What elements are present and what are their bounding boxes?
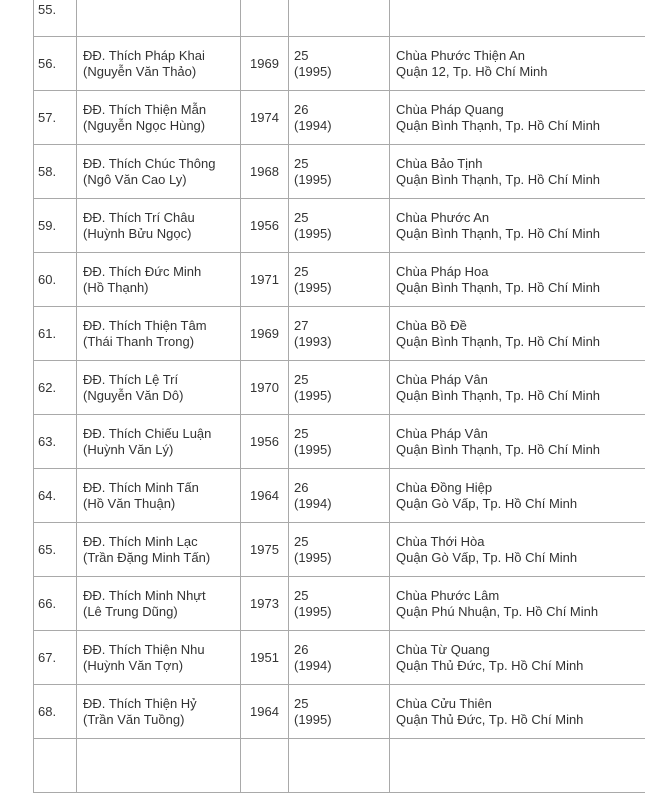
temple-cell (390, 37, 645, 91)
age-cell (289, 0, 390, 37)
table-container (33, 0, 645, 793)
ordination-year: (1995) (294, 172, 383, 188)
name-cell (77, 37, 241, 91)
temple-location: Quận Bình Thạnh, Tp. Hồ Chí Minh (396, 118, 645, 134)
age-value: 25 (294, 210, 383, 226)
temple-cell (390, 739, 645, 793)
age-cell (289, 361, 390, 415)
birth-year: 1969 (243, 326, 286, 342)
age-value: 27 (294, 318, 383, 334)
birth-year: 1973 (243, 596, 286, 612)
temple-cell (390, 415, 645, 469)
name-cell (77, 145, 241, 199)
row-number-cell (34, 361, 77, 415)
ordination-year: (1995) (294, 388, 383, 404)
age-cell (289, 577, 390, 631)
birth-year-cell (241, 0, 289, 37)
name-cell (77, 361, 241, 415)
age-cell (289, 631, 390, 685)
temple-cell (390, 199, 645, 253)
age-value: 25 (294, 426, 383, 442)
row-number: 58. (38, 164, 70, 180)
name-cell (77, 523, 241, 577)
table-row (34, 91, 645, 145)
age-cell (289, 37, 390, 91)
row-number: 56. (38, 56, 70, 72)
ordination-year: (1994) (294, 658, 383, 674)
birth-year: 1970 (243, 380, 286, 396)
row-number-cell (34, 307, 77, 361)
birth-year-cell (241, 37, 289, 91)
name-cell (77, 199, 241, 253)
birth-year: 1975 (243, 542, 286, 558)
row-number: 67. (38, 650, 70, 666)
age-cell (289, 469, 390, 523)
table-row (34, 0, 645, 37)
lay-name: (Hồ Thạnh) (83, 280, 234, 296)
age-cell (289, 199, 390, 253)
table-row (34, 37, 645, 91)
birth-year: 1956 (243, 434, 286, 450)
birth-year: 1964 (243, 488, 286, 504)
temple-name: Chùa Phước An (396, 210, 645, 226)
row-number: 68. (38, 704, 70, 720)
birth-year-cell (241, 361, 289, 415)
row-number: 65. (38, 542, 70, 558)
lay-name: (Thái Thanh Trong) (83, 334, 234, 350)
temple-location: Quận Bình Thạnh, Tp. Hồ Chí Minh (396, 442, 645, 458)
lay-name: (Huỳnh Văn Lý) (83, 442, 234, 458)
dharma-name: ĐĐ. Thích Đức Minh (83, 264, 234, 280)
table-row (34, 631, 645, 685)
lay-name: (Ngô Văn Cao Ly) (83, 172, 234, 188)
age-cell (289, 739, 390, 793)
dharma-name: ĐĐ. Thích Thiện Tâm (83, 318, 234, 334)
birth-year: 1971 (243, 272, 286, 288)
birth-year-cell (241, 523, 289, 577)
ordination-year: (1995) (294, 712, 383, 728)
table-row (34, 577, 645, 631)
row-number: 66. (38, 596, 70, 612)
age-cell (289, 307, 390, 361)
table-row (34, 253, 645, 307)
age-cell (289, 685, 390, 739)
temple-name: Chùa Từ Quang (396, 642, 645, 658)
temple-cell (390, 469, 645, 523)
temple-location: Quận Thủ Đức, Tp. Hồ Chí Minh (396, 658, 645, 674)
row-number-cell (34, 145, 77, 199)
temple-cell (390, 523, 645, 577)
age-value: 25 (294, 534, 383, 550)
age-value: 25 (294, 48, 383, 64)
row-number-cell (34, 0, 77, 37)
temple-name: Chùa Thới Hòa (396, 534, 645, 550)
row-number-cell (34, 577, 77, 631)
lay-name: (Huỳnh Văn Tợn) (83, 658, 234, 674)
row-number-cell (34, 739, 77, 793)
row-number-cell (34, 631, 77, 685)
ordination-year: (1995) (294, 604, 383, 620)
dharma-name: ĐĐ. Thích Minh Lạc (83, 534, 234, 550)
temple-cell (390, 631, 645, 685)
temple-name: Chùa Pháp Hoa (396, 264, 645, 280)
table-row (34, 361, 645, 415)
dharma-name: ĐĐ. Thích Chiếu Luận (83, 426, 234, 442)
temple-location: Quận Gò Vấp, Tp. Hồ Chí Minh (396, 550, 645, 566)
temple-location: Quận Phú Nhuận, Tp. Hồ Chí Minh (396, 604, 645, 620)
age-cell (289, 253, 390, 307)
row-number: 63. (38, 434, 70, 450)
age-value: 25 (294, 588, 383, 604)
temple-name: Chùa Bồ Đề (396, 318, 645, 334)
birth-year-cell (241, 145, 289, 199)
lay-name: (Trần Đặng Minh Tấn) (83, 550, 234, 566)
temple-name: Chùa Pháp Vân (396, 426, 645, 442)
ordination-year: (1995) (294, 226, 383, 242)
temple-name: Chùa Phước Thiện An (396, 48, 645, 64)
ordination-year: (1995) (294, 280, 383, 296)
dharma-name: ĐĐ. Thích Thiện Hỷ (83, 696, 234, 712)
row-number-cell (34, 253, 77, 307)
name-cell (77, 739, 241, 793)
name-cell (77, 307, 241, 361)
name-cell (77, 685, 241, 739)
temple-location: Quận Bình Thạnh, Tp. Hồ Chí Minh (396, 388, 645, 404)
birth-year-cell (241, 415, 289, 469)
temple-name: Chùa Cửu Thiên (396, 696, 645, 712)
table-row (34, 307, 645, 361)
temple-location: Quận Bình Thạnh, Tp. Hồ Chí Minh (396, 172, 645, 188)
dharma-name: ĐĐ. Thích Thiện Nhu (83, 642, 234, 658)
table-row (34, 145, 645, 199)
temple-cell (390, 307, 645, 361)
table-body (34, 0, 645, 793)
age-cell (289, 523, 390, 577)
temple-location: Quận Bình Thạnh, Tp. Hồ Chí Minh (396, 280, 645, 296)
dharma-name: ĐĐ. Thích Pháp Khai (83, 48, 234, 64)
birth-year-cell (241, 631, 289, 685)
name-cell (77, 0, 241, 37)
row-number: 61. (38, 326, 70, 342)
age-value: 25 (294, 264, 383, 280)
row-number-cell (34, 415, 77, 469)
temple-cell (390, 0, 645, 37)
temple-location: Quận 12, Tp. Hồ Chí Minh (396, 64, 645, 80)
temple-name: Chùa Đồng Hiệp (396, 480, 645, 496)
temple-location: Quận Bình Thạnh, Tp. Hồ Chí Minh (396, 334, 645, 350)
lay-name: (Hồ Văn Thuận) (83, 496, 234, 512)
temple-name: Chùa Pháp Quang (396, 102, 645, 118)
birth-year-cell (241, 199, 289, 253)
age-cell (289, 415, 390, 469)
age-value: 25 (294, 696, 383, 712)
name-cell (77, 91, 241, 145)
lay-name: (Lê Trung Dũng) (83, 604, 234, 620)
name-cell (77, 469, 241, 523)
table-row (34, 469, 645, 523)
lay-name: (Nguyễn Văn Dô) (83, 388, 234, 404)
ordination-year: (1995) (294, 550, 383, 566)
temple-cell (390, 685, 645, 739)
row-number-cell (34, 469, 77, 523)
table-row (34, 415, 645, 469)
row-number-cell (34, 37, 77, 91)
table-row (34, 685, 645, 739)
ordination-year: (1993) (294, 334, 383, 350)
temple-name: Chùa Bảo Tịnh (396, 156, 645, 172)
lay-name: (Nguyễn Ngọc Hùng) (83, 118, 234, 134)
temple-name: Chùa Pháp Vân (396, 372, 645, 388)
lay-name: (Trần Văn Tuồng) (83, 712, 234, 728)
age-value: 26 (294, 102, 383, 118)
lay-name: (Nguyễn Văn Thảo) (83, 64, 234, 80)
table-row (34, 739, 645, 793)
temple-location: Quận Bình Thạnh, Tp. Hồ Chí Minh (396, 226, 645, 242)
ordination-year: (1994) (294, 496, 383, 512)
name-cell (77, 253, 241, 307)
row-number-cell (34, 523, 77, 577)
age-cell (289, 91, 390, 145)
temple-cell (390, 577, 645, 631)
table-row (34, 199, 645, 253)
age-value: 26 (294, 480, 383, 496)
row-number: 59. (38, 218, 70, 234)
birth-year: 1974 (243, 110, 286, 126)
ordination-year: (1994) (294, 118, 383, 134)
dharma-name: ĐĐ. Thích Trí Châu (83, 210, 234, 226)
age-value: 26 (294, 642, 383, 658)
dharma-name: ĐĐ. Thích Minh Nhựt (83, 588, 234, 604)
name-cell (77, 577, 241, 631)
monk-list-table (33, 0, 645, 793)
birth-year-cell (241, 577, 289, 631)
birth-year: 1956 (243, 218, 286, 234)
temple-cell (390, 253, 645, 307)
table-row (34, 523, 645, 577)
row-number-cell (34, 199, 77, 253)
name-cell (77, 631, 241, 685)
temple-location: Quận Thủ Đức, Tp. Hồ Chí Minh (396, 712, 645, 728)
temple-name: Chùa Phước Lâm (396, 588, 645, 604)
row-number: 62. (38, 380, 70, 396)
birth-year-cell (241, 91, 289, 145)
birth-year: 1964 (243, 704, 286, 720)
age-cell (289, 145, 390, 199)
birth-year-cell (241, 739, 289, 793)
name-cell (77, 415, 241, 469)
temple-cell (390, 361, 645, 415)
lay-name: (Huỳnh Bửu Ngọc) (83, 226, 234, 242)
dharma-name: ĐĐ. Thích Chúc Thông (83, 156, 234, 172)
age-value: 25 (294, 156, 383, 172)
temple-location: Quận Gò Vấp, Tp. Hồ Chí Minh (396, 496, 645, 512)
row-number-cell (34, 685, 77, 739)
temple-cell (390, 91, 645, 145)
birth-year: 1951 (243, 650, 286, 666)
birth-year-cell (241, 253, 289, 307)
row-number: 57. (38, 110, 70, 126)
dharma-name: ĐĐ. Thích Thiện Mẫn (83, 102, 234, 118)
birth-year: 1969 (243, 56, 286, 72)
birth-year-cell (241, 307, 289, 361)
birth-year-cell (241, 685, 289, 739)
dharma-name: ĐĐ. Thích Minh Tấn (83, 480, 234, 496)
temple-cell (390, 145, 645, 199)
ordination-year: (1995) (294, 442, 383, 458)
row-number-cell (34, 91, 77, 145)
birth-year-cell (241, 469, 289, 523)
row-number: 55. (38, 2, 70, 18)
birth-year: 1968 (243, 164, 286, 180)
row-number: 64. (38, 488, 70, 504)
ordination-year: (1995) (294, 64, 383, 80)
dharma-name: ĐĐ. Thích Lệ Trí (83, 372, 234, 388)
row-number: 60. (38, 272, 70, 288)
age-value: 25 (294, 372, 383, 388)
